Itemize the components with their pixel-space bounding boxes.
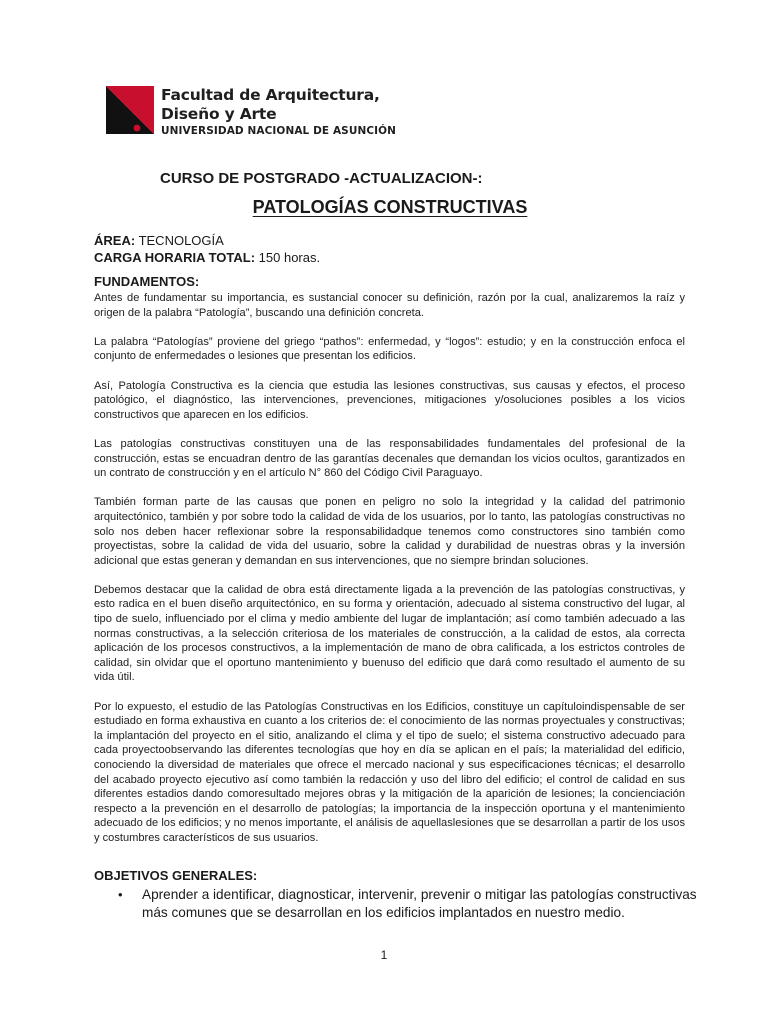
list-item (118, 886, 698, 922)
area-row (94, 232, 320, 249)
document-title: PATOLOGÍAS CONSTRUCTIVAS (252, 197, 528, 217)
hours-label: CARGA HORARIA TOTAL: (94, 250, 256, 265)
bullet-icon: • (118, 887, 123, 902)
faculty-logo (106, 86, 397, 138)
fundamentos-paragraph: Por lo expuesto, el estudio de las Patologías Constructivas en los Edificios, constituye un capítuloindispensable de ser estudiado en forma exhaustiva en cuanto a los criterios de: el conocimiento de las normas proyectuales y constructivas; la implantación del proyecto en el sitio, analizando el clima y el tipo de suelo; el sistema constructivo adecuado para cada proyectoobservando las diferentes tecnologías que hoy en día se aplican en el país; la materialidad del edificio, conociendo la diversidad de materiales que ofrece el mercado nacional y sus especificaciones técnicas; el desarrollo del acabado proyecto ejecutivo así como también la redacción y uso del libro del edificio; el control de calidad en sus diferentes estadios dando comoresultado mejores obras y la mitigación de la aparición de lesiones; la concienciación respecto a la prevención en el desarrollo de patologías; la importancia de la inspección oportuna y el mantenimiento adecuado de los edificios; y no menos importante, el análisis de aquellaslesiones que se desarrollan a partir de los usos y costumbres característicos de sus usuarios. (94, 700, 685, 844)
faculty-logo-mark-icon (106, 86, 154, 134)
fundamentos-paragraph: Debemos destacar que la calidad de obra está directamente ligada a la prevención de las patologías constructivas, y esto radica en el buen diseño arquitectónico, en su forma y orientación, adecuado al sistema constructivo del lugar, al tipo de suelo, influenciado por el clima y medio ambiente del lugar de implantación; así como también adecuado a las normas constructivas, a la selección criteriosa de los materiales de construcción, a la calidad de estos, ala correcta aplicación de los procesos constructivos, a la implementación de mano de obra calificada, a los estrictos controles de calidad, sin olvidar que el oportuno mantenimiento y buenuso del edificio que dará como resultado el aumento de su vida útil. (94, 583, 685, 684)
fundamentos-paragraph: Las patologías constructivas constituyen una de las responsabilidades fundamentales del profesional de la construcción, estas se encuadran dentro de las garantías decenales que demandan los vicios ocultos, garantizados en un contrato de construcción y en el artículo N° 860 del Código Civil Paraguayo. (94, 437, 685, 480)
fundamentos-paragraph: Así, Patología Constructiva es la ciencia que estudia las lesiones constructivas, sus causas y efectos, el proceso patológico, el diagnóstico, las intervenciones, prevenciones, mitigaciones y/osoluciones posibles a los vicios constructivos que aparecen en los edificios. (94, 379, 685, 421)
area-label: ÁREA: (94, 233, 136, 248)
hours-value: 150 horas. (258, 250, 321, 265)
faculty-name-line2: Diseño y Arte (161, 105, 277, 123)
faculty-logo-text (161, 86, 396, 138)
objetivo-text: Aprender a identificar, diagnosticar, intervenir, prevenir o mitigar las patologías constructivas más comunes que se desarrollan en los edificios implantados en nuestro medio. (142, 887, 697, 920)
fundamentos-paragraph: También forman parte de las causas que ponen en peligro no solo la integridad y la calidad del patrimonio arquitectónico, también y por sobre todo la calidad de vida de los usuarios, por lo tanto, las patologías constructivas no solo nos deben hacer reflexionar sobre la responsabilidadque tenemos como constructores sino también como proyectistas, sobre la calidad de vida del usuario, sobre la calidad y durabilidad de nuestras obras y la inversión adicional que estas generan y demandan en sus intervenciones, que no siempre brindan soluciones. (94, 496, 685, 567)
page-number: 1 (380, 948, 388, 962)
area-value: TECNOLOGÍA (138, 233, 224, 248)
fundamentos-heading: FUNDAMENTOS: (94, 274, 200, 289)
course-meta (94, 232, 320, 266)
objetivos-heading: OBJETIVOS GENERALES: (94, 868, 258, 883)
faculty-name-line1: Facultad de Arquitectura, (161, 86, 380, 104)
objetivos-list (118, 886, 698, 922)
university-name: UNIVERSIDAD NACIONAL DE ASUNCIÓN (161, 125, 397, 137)
hours-row (94, 249, 320, 266)
fundamentos-body (94, 291, 685, 860)
fundamentos-paragraph: Antes de fundamentar su importancia, es sustancial conocer su definición, razón por la cual, analizaremos la raíz y origen de la palabra “Patología”, buscando una definición concreta. (94, 292, 685, 319)
course-label: CURSO DE POSTGRADO -ACTUALIZACION-: (160, 170, 483, 187)
fundamentos-paragraph: La palabra “Patologías” proviene del griego “pathos”: enfermedad, y “logos”: estudio; y en la construcción enfoca el conjunto de enfermedades o lesiones que presentan los edificios. (94, 335, 685, 363)
